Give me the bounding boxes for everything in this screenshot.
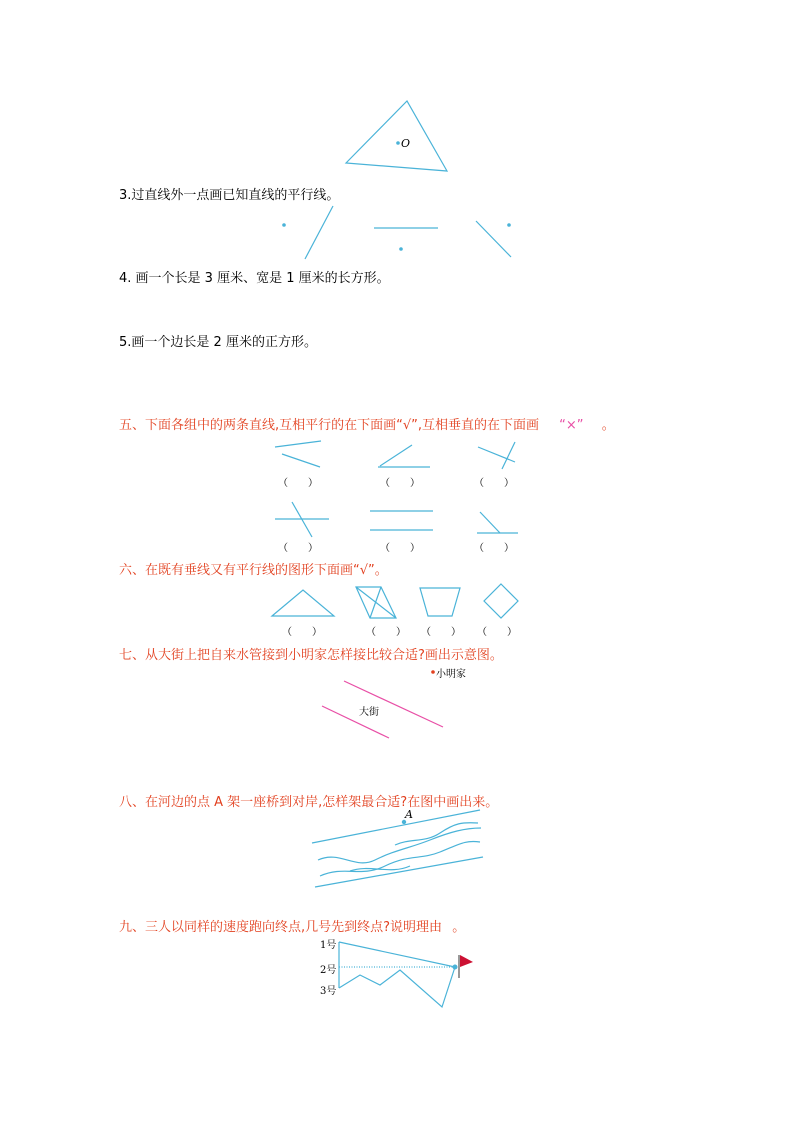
river-bank-top xyxy=(312,810,480,843)
s5-answer-2[interactable]: （ ） xyxy=(380,478,420,489)
s5-g6-line-b xyxy=(480,512,500,533)
q3-line-3 xyxy=(476,221,511,257)
point-a-label: A xyxy=(405,808,413,821)
s6-answer-4[interactable]: （ ） xyxy=(477,627,517,638)
section-9-end: 。 xyxy=(452,920,466,935)
path-3 xyxy=(339,967,455,1007)
s5-answer-4[interactable]: （ ） xyxy=(278,543,318,554)
s5-answer-6[interactable]: （ ） xyxy=(474,543,514,554)
house-label: 小明家 xyxy=(436,669,466,680)
s5-g3-line-b xyxy=(502,442,515,469)
section-9-text: 九、三人以同样的速度跑向终点,几号先到终点?说明理由 xyxy=(119,920,443,935)
point-o-label: O xyxy=(401,137,411,150)
runner-2-label: 2号 xyxy=(320,965,337,976)
runner-1-label: 1号 xyxy=(320,940,337,951)
section-7-title: 七、从大街上把自来水管接到小明家怎样接比较合适?画出示意图。 xyxy=(119,648,503,663)
s6-diamond xyxy=(484,584,518,618)
q3-point-2 xyxy=(399,247,403,251)
section-6-title: 六、在既有垂线又有平行线的图形下面画“√”。 xyxy=(119,563,388,578)
q3-line-1 xyxy=(305,206,333,259)
river-bank-bottom xyxy=(315,857,483,887)
section-5-title xyxy=(119,414,615,433)
s5-g2-line-b xyxy=(380,445,412,466)
s6-quad-diag-2 xyxy=(370,587,381,618)
runner-3-label: 3号 xyxy=(320,986,337,997)
finish-flag-icon xyxy=(460,955,473,967)
section-5-text: 五、下面各组中的两条直线,互相平行的在下面画“√”,互相垂直的在下面画 xyxy=(119,418,540,433)
point-o-dot xyxy=(396,141,400,145)
triangle-figure xyxy=(346,101,447,171)
q3-point-3 xyxy=(507,223,511,227)
q3-point-1 xyxy=(282,223,286,227)
finish-dot xyxy=(453,965,458,970)
river-wave-3 xyxy=(395,823,478,845)
question-4: 4. 画一个长是 3 厘米、宽是 1 厘米的长方形。 xyxy=(119,271,390,286)
house-dot xyxy=(431,670,435,674)
s5-g1-line-b xyxy=(282,454,320,467)
s5-answer-3[interactable]: （ ） xyxy=(474,478,514,489)
s5-g1-line-a xyxy=(275,441,321,447)
s6-answer-2[interactable]: （ ） xyxy=(366,627,406,638)
question-5: 5.画一个边长是 2 厘米的正方形。 xyxy=(119,335,317,350)
section-5-end: 。 xyxy=(601,418,615,433)
street-label: 大街 xyxy=(359,707,379,718)
s6-triangle xyxy=(272,590,334,616)
s6-trapezoid xyxy=(420,588,460,616)
s6-answer-1[interactable]: （ ） xyxy=(282,627,322,638)
question-3: 3.过直线外一点画已知直线的平行线。 xyxy=(119,188,340,203)
s5-answer-1[interactable]: （ ） xyxy=(278,478,318,489)
s6-answer-3[interactable]: （ ） xyxy=(421,627,461,638)
section-9-title xyxy=(119,916,465,935)
section-8-title: 八、在河边的点 A 架一座桥到对岸,怎样架最合适?在图中画出来。 xyxy=(119,795,499,810)
s5-answer-5[interactable]: （ ） xyxy=(380,543,420,554)
cross-symbol: “×” xyxy=(559,418,584,433)
path-1 xyxy=(339,942,455,967)
